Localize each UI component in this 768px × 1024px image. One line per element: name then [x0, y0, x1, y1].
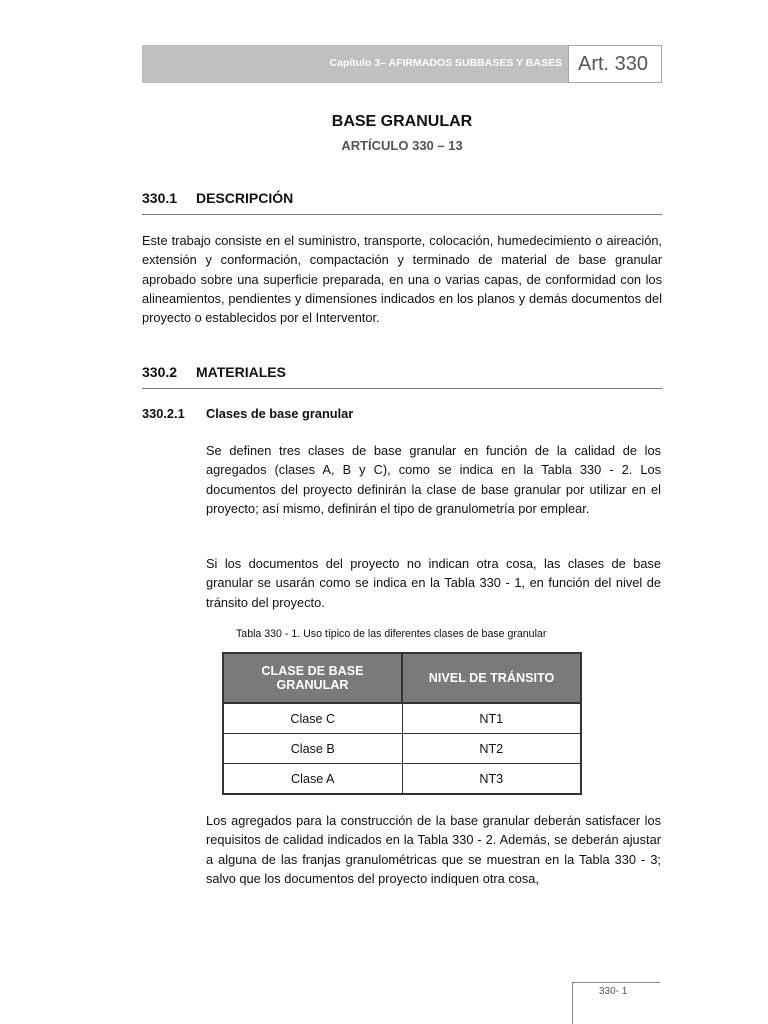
footer-divider-vertical: [572, 982, 573, 1024]
subsection-number: 330.2.1: [142, 406, 185, 421]
subsection-title: Clases de base granular: [206, 406, 354, 421]
usage-paragraph: Si los documentos del proyecto no indican otra cosa, las clases de base granular se usarán como se indica en la Tabla 330 - 1, en función del nivel de tránsito del proyecto.: [206, 556, 661, 610]
section-heading-materiales: [142, 364, 662, 389]
table-cell: NT3: [402, 764, 581, 795]
chapter-label: Capítulo 3– AFIRMADOS SUBBASES Y BASES: [329, 57, 562, 69]
table-row: [223, 734, 581, 764]
table-row: [223, 764, 581, 795]
table-cell: NT2: [402, 734, 581, 764]
column-header: NIVEL DE TRÁNSITO: [402, 653, 581, 703]
table-cell: Clase B: [223, 734, 402, 764]
table-cell: NT1: [402, 703, 581, 734]
table-row: [223, 703, 581, 734]
table-header-row: [223, 653, 581, 703]
table-cell: Clase A: [223, 764, 402, 795]
page-subtitle: ARTÍCULO 330 – 13: [341, 138, 463, 153]
article-tag-box: [568, 45, 662, 83]
classes-paragraph: Se definen tres clases de base granular en función de la calidad de los agregados (clases A, B y C), como se indica en la Tabla 330 - 2. Los documentos del proyecto definirán la clase de base granular por utilizar en el proyecto; así mismo, definirán el tipo de granulometría por emplear.: [206, 443, 661, 516]
description-paragraph: Este trabajo consiste en el suministro, transporte, colocación, humedecimiento o aireación, extensión y conformación, compactación y terminado de material de base granular aprobado sobre una superficie preparada, en una o varias capas, de conformidad con los alineamientos, pendientes y dimensiones indicados en los planos y demás documentos del proyecto o establecidos por el Interventor.: [142, 233, 662, 326]
footer-divider-horizontal: [572, 982, 660, 983]
page-title: BASE GRANULAR: [331, 113, 473, 130]
article-tag: Art. 330: [578, 53, 649, 75]
table-cell: Clase C: [223, 703, 402, 734]
base-class-table: [222, 652, 582, 795]
subsection-heading: [142, 406, 353, 421]
section-number: 330.1: [142, 190, 178, 206]
section-title: DESCRIPCIÓN: [196, 190, 294, 206]
header-bar: [142, 45, 568, 83]
aggregates-paragraph: Los agregados para la construcción de la base granular deberán satisfacer los requisitos de calidad indicados en la Tabla 330 - 2. Además, se deberán ajustar a alguna de las franjas granulométricas que se muestran en la Tabla 330 - 3; salvo que los documentos del proyecto indiquen otra cosa,: [206, 813, 661, 886]
section-number: 330.2: [142, 364, 178, 380]
section-heading-descripcion: [142, 190, 662, 215]
section-title: MATERIALES: [196, 364, 286, 380]
table-caption: Tabla 330 - 1. Uso típico de las diferentes clases de base granular: [236, 628, 547, 640]
column-header: CLASE DE BASE GRANULAR: [223, 653, 402, 703]
page-number: 330- 1: [599, 986, 628, 997]
